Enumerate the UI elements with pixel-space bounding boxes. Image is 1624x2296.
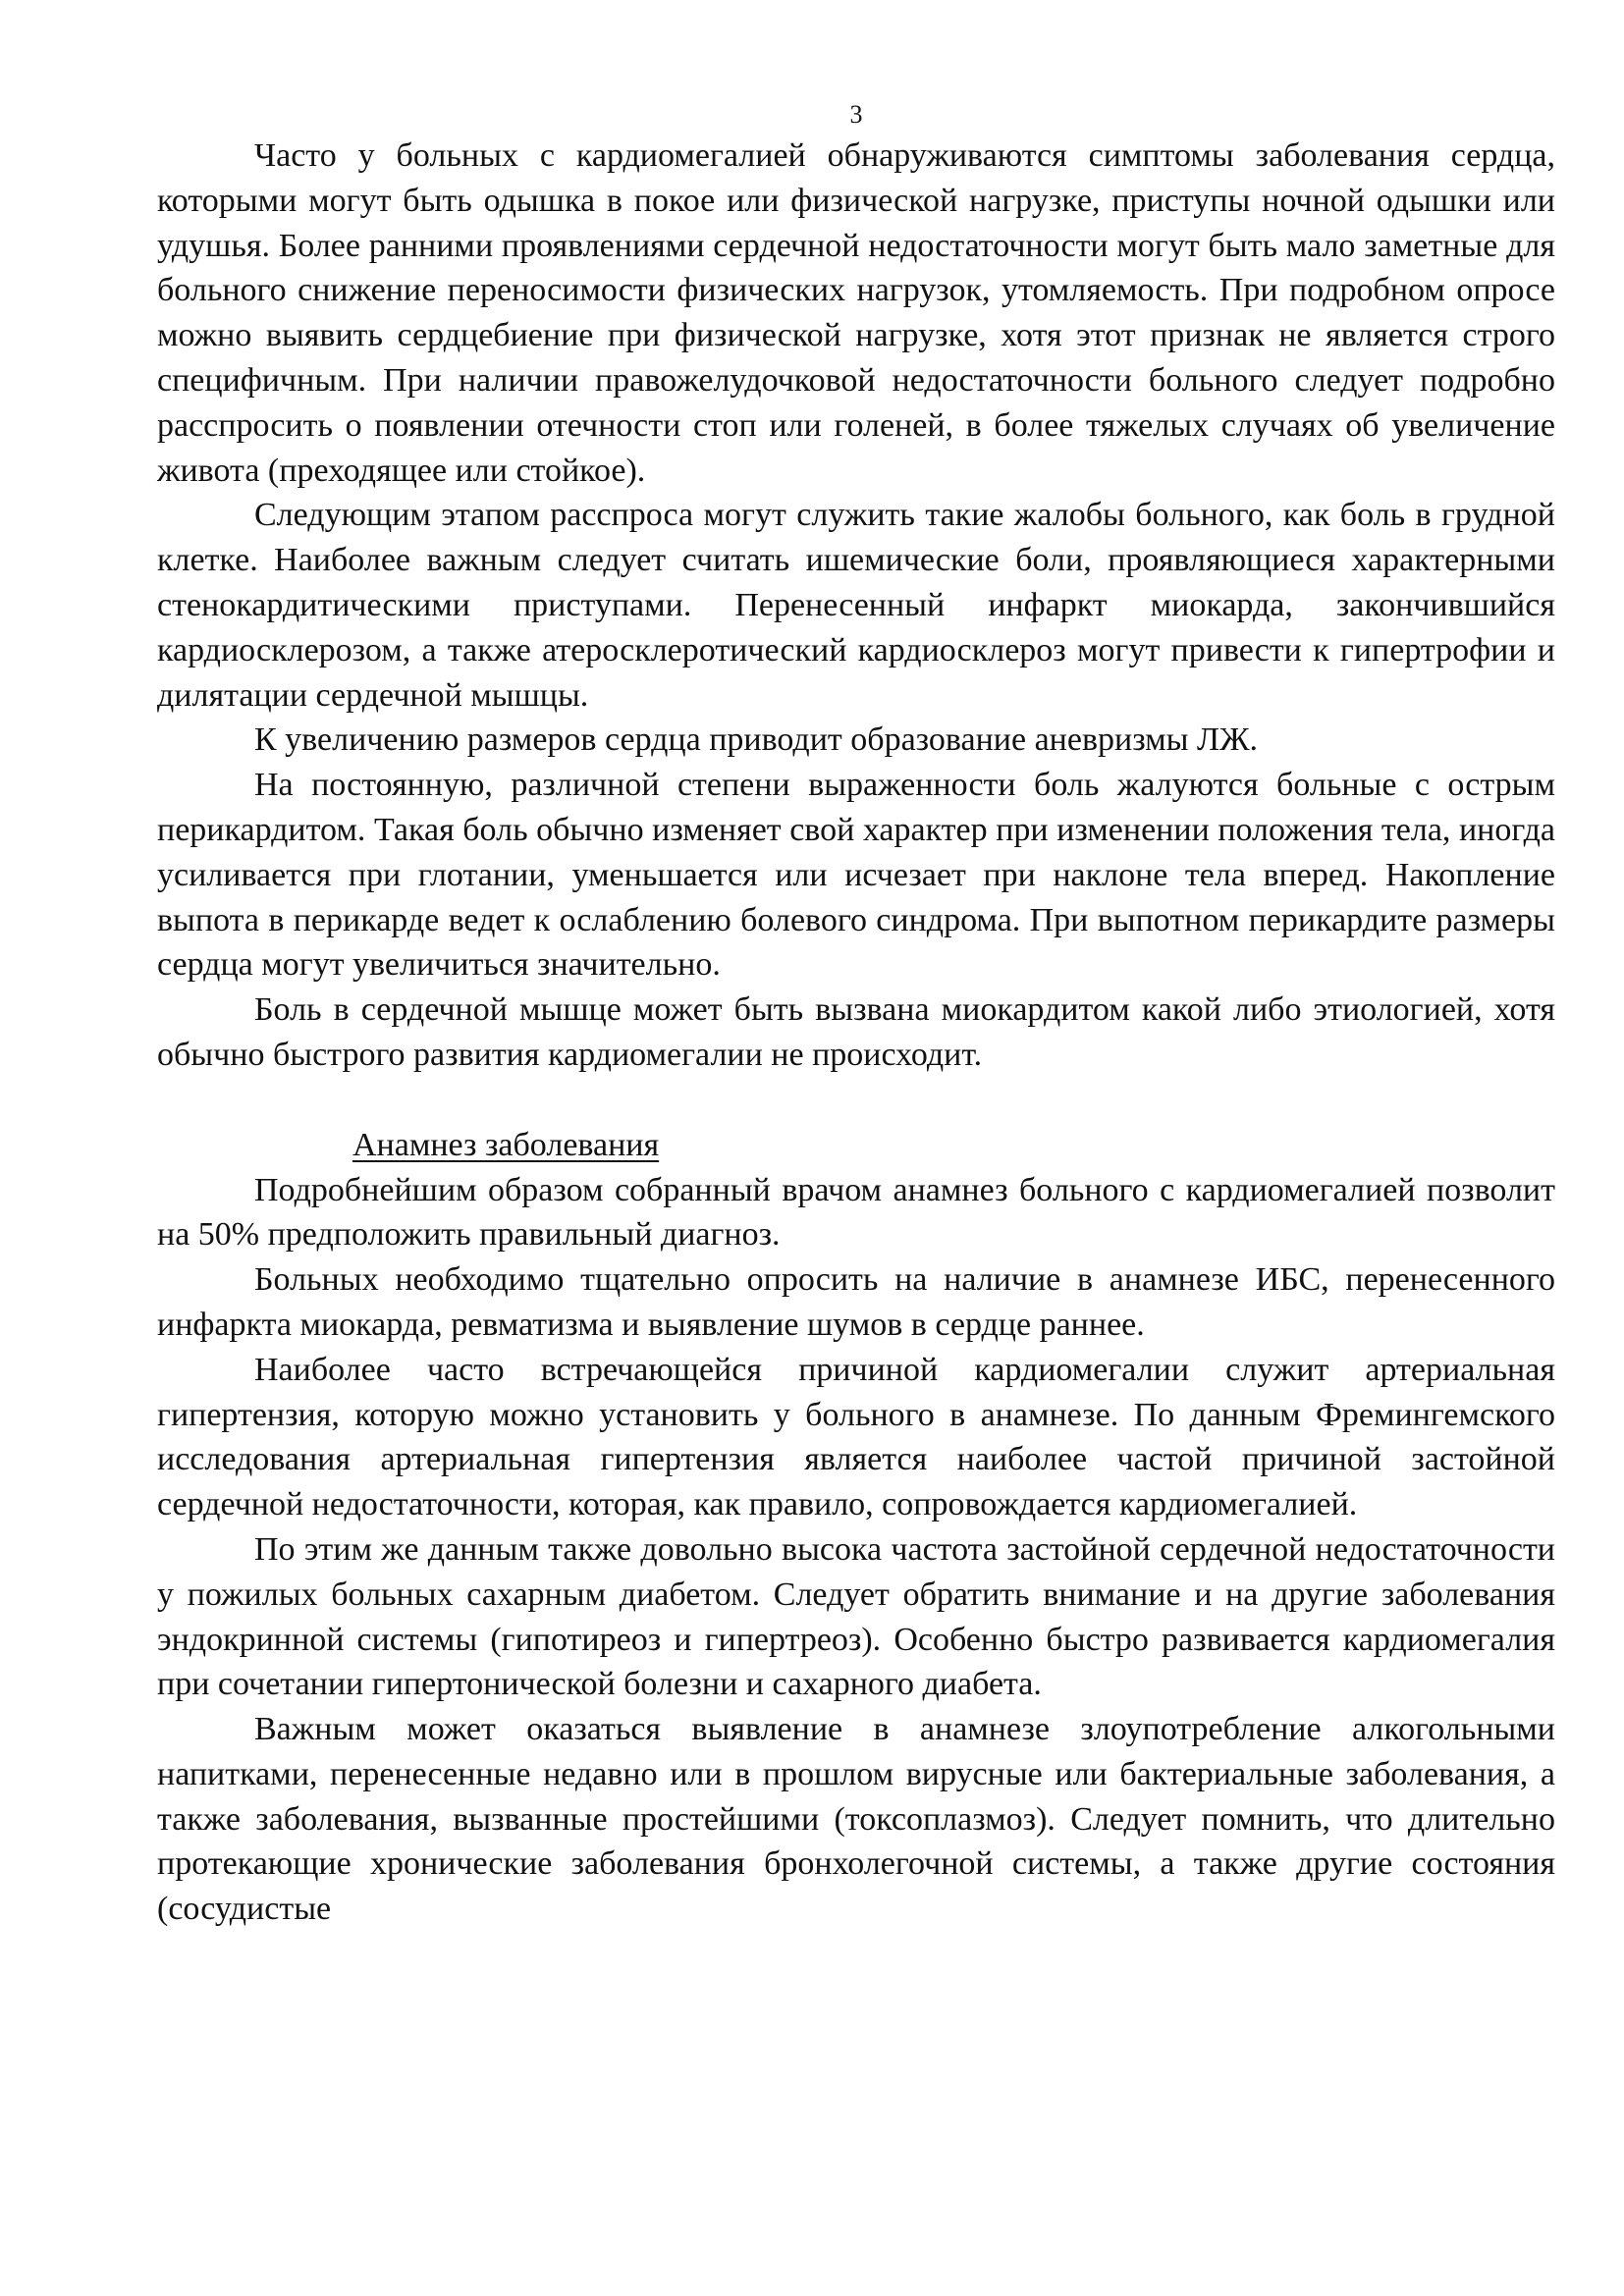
paragraph-anamnesis-diabetes: По этим же данным также довольно высока частота застойной сердечной недостаточности у пожилых больных сахарным диабетом. Следует обратить внимание и на другие заболевания эндокринной системы (гипотиреоз и гипертреоз). Особенно быстро развивается кардиомегалия при сочетании гипертонической болезни и сахарного диабета. (157, 1530, 1555, 1703)
paragraph-anamnesis-hypertension: Наиболее часто встречающейся причиной кардиомегалии служит артериальная гипертензия, которую можно установить у больного в анамнезе. По данным Фремингемского исследования артериальная гипертензия является наиболее частой причиной застойной сердечной недостаточности, которая, как правило, сопровождается кардиомегалией. (157, 1351, 1555, 1523)
page-number: 3 (849, 100, 863, 129)
paragraph-symptoms: Часто у больных с кардиомегалией обнаруживаются симптомы заболевания сердца, которыми могут быть одышка в покое или физической нагрузке, приступы ночной одышки или удушья. Более ранними проявлениями сердечной недостаточности могут быть мало заметные для больного снижение переносимости физических нагрузок, утомляемость. При подробном опросе можно выявить сердцебиение при физической нагрузке, хотя этот признак не является строго специфичным. При наличии правожелудочковой недостаточности больного следует подробно расспросить о появлении отечности стоп или голеней, в более тяжелых случаях об увеличение живота (преходящее или стойкое). (157, 137, 1555, 489)
paragraph-anamnesis-ihd: Больных необходимо тщательно опросить на наличие в анамнезе ИБС, перенесенного инфаркта миокарда, ревматизма и выявление шумов в сердце раннее. (157, 1261, 1555, 1343)
paragraph-aneurysm: К увеличению размеров сердца приводит образование аневризмы ЛЖ. (254, 721, 1259, 759)
paragraph-anamnesis-alcohol: Важным может оказаться выявление в анамнезе злоупотребление алкогольными напитками, перенесенные недавно или в прошлом вирусные или бактериальные заболевания, а также заболевания, вызванные простейшими (токсоплазмоз). Следует помнить, что длительно протекающие хронические заболевания бронхолегочной системы, а также другие состояния (сосудистые (157, 1711, 1555, 1928)
paragraph-pericarditis: На постоянную, различной степени выраженности боль жалуются больные с острым перикардитом. Такая боль обычно изменяет свой характер при изменении положения тела, иногда усиливается при глотании, уменьшается или исчезает при наклоне тела вперед. Накопление выпота в перикарде ведет к ослаблению болевого синдрома. При выпотном перикардите размеры сердца могут увеличиться значительно. (157, 767, 1555, 984)
paragraph-myocarditis: Боль в сердечной мышце может быть вызвана миокардитом какой либо этиологией, хотя обычно быстрого развития кардиомегалии не происходит. (157, 991, 1555, 1073)
section-heading: Анамнез заболевания (352, 1126, 660, 1163)
section-spacer (157, 1078, 1555, 1123)
body-text (157, 133, 1555, 1932)
paragraph-chest-pain: Следующим этапом расспроса могут служить такие жалобы больного, как боль в грудной клетке. Наиболее важным следует считать ишемические боли, проявляющиеся характерными стенокардитическими приступами. Перенесенный инфаркт миокарда, закончившийся кардиосклерозом, а также атеросклеротический кардиосклероз могут привести к гипертрофии и дилятации сердечной мышцы. (157, 497, 1555, 714)
paragraph-anamnesis-diagnosis: Подробнейшим образом собранный врачом анамнез больного с кардиомегалией позволит на 50% предположить правильный диагноз. (157, 1171, 1555, 1254)
